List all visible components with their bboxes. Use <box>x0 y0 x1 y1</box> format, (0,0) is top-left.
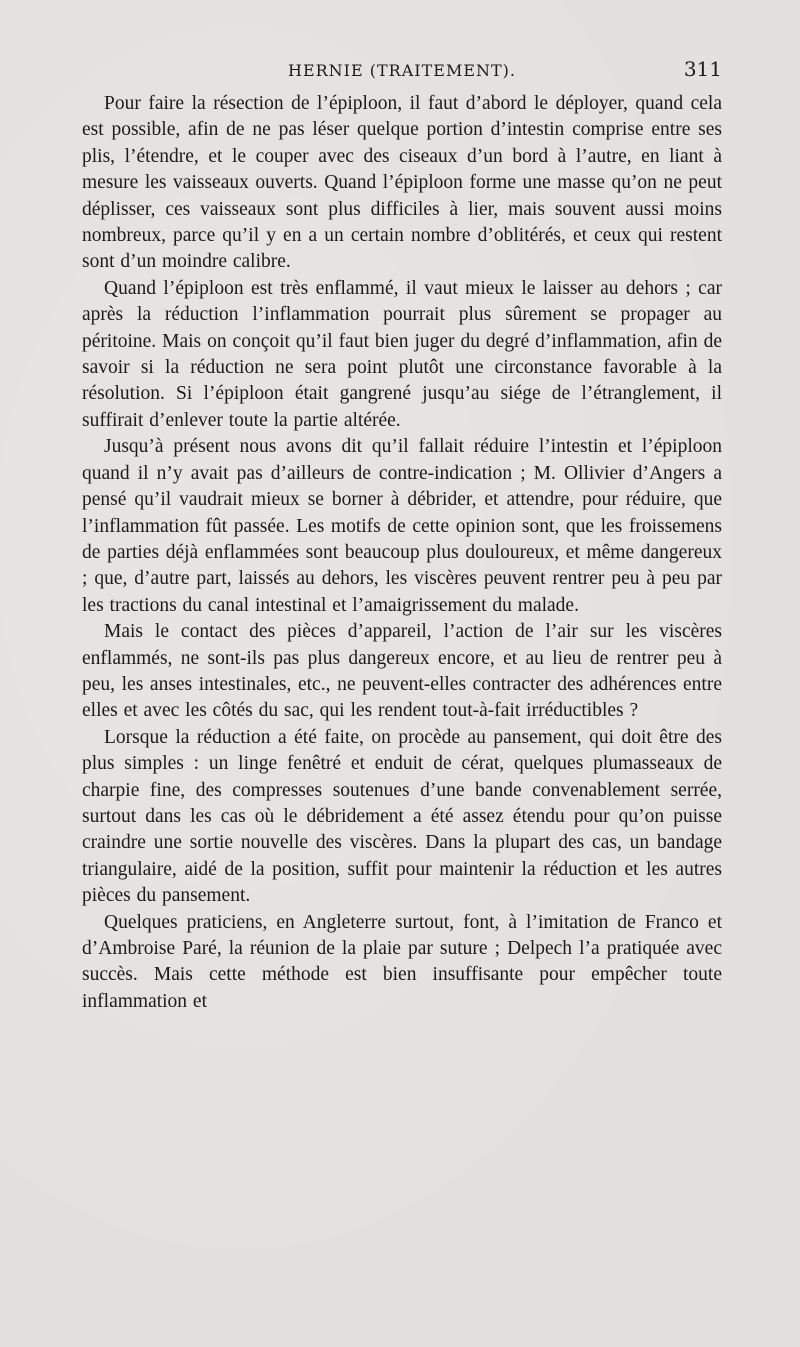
paragraph: Lorsque la réduction a été faite, on procède au pansement, qui doit être des plus simples : un linge fenêtré et enduit de cérat, quelques plumasseaux de charpie fine, des compresses soutenues d’une bande convenablement serrée, surtout dans les cas où le débridement a été assez étendu pour qu’on puisse craindre une sortie nouvelle des viscères. Dans la plupart des cas, un bandage triangulaire, aidé de la position, suffit pour maintenir la réduction et les autres pièces du pansement. <box>82 726 722 907</box>
paragraph: Mais le contact des pièces d’appareil, l’action de l’air sur les viscères enflammés, ne sont-ils pas plus dangereux encore, et au lieu de rentrer peu à peu, les anses intestinales, etc., ne peuvent-elles contracter des adhérences entre elles et avec les côtés du sac, qui les rendent tout-à-fait irréductibles ? <box>82 621 722 722</box>
page-header <box>82 55 722 85</box>
page-number: 311 <box>683 57 722 81</box>
paragraph: Quand l’épiploon est très enflammé, il vaut mieux le laisser au dehors ; car après la réduction l’inflammation pourrait plus sûrement se propager au péritoine. Mais on conçoit qu’il faut bien juger du degré d’inflammation, afin de savoir si la réduction ne sera point plutôt une circonstance favorable à la résolution. Si l’épiploon était gangrené jusqu’au siége de l’étranglement, il suffirait d’enlever toute la partie altérée. <box>82 277 722 431</box>
running-title: HERNIE (TRAITEMENT). <box>287 61 516 80</box>
paragraph: Quelques praticiens, en Angleterre surtout, font, à l’imitation de Franco et d’Ambroise Paré, la réunion de la plaie par suture ; Delpech l’a pratiquée avec succès. Mais cette méthode est bien insuffisante pour empêcher toute inflammation et <box>82 911 722 1012</box>
paragraph: Jusqu’à présent nous avons dit qu’il fallait réduire l’intestin et l’épiploon quand il n’y avait pas d’ailleurs de contre-indication ; M. Ollivier d’Angers a pensé qu’il vaudrait mieux se borner à débrider, et attendre, pour réduire, que l’inflammation fût passée. Les motifs de cette opinion sont, que les froissemens de parties déjà enflammées sont beaucoup plus douloureux, et même dangereux ; que, d’autre part, laissés au dehors, les viscères peuvent rentrer peu à peu par les tractions du canal intestinal et l’amaigrissement du malade. <box>82 436 722 616</box>
paragraph: Pour faire la résection de l’épiploon, il faut d’abord le déployer, quand cela est possible, afin de ne pas léser quelque portion d’intestin comprise entre ses plis, l’étendre, et le couper avec des ciseaux d’un bord à l’autre, en liant à mesure les vaisseaux ouverts. Quand l’épiploon forme une masse qu’on ne peut déplisser, ces vaisseaux sont plus difficiles à lier, mais souvent aussi moins nombreux, parce qu’il y en a un certain nombre d’oblitérés, et ceux qui restent sont d’un moindre calibre. <box>82 93 722 273</box>
body-text <box>82 91 722 1015</box>
